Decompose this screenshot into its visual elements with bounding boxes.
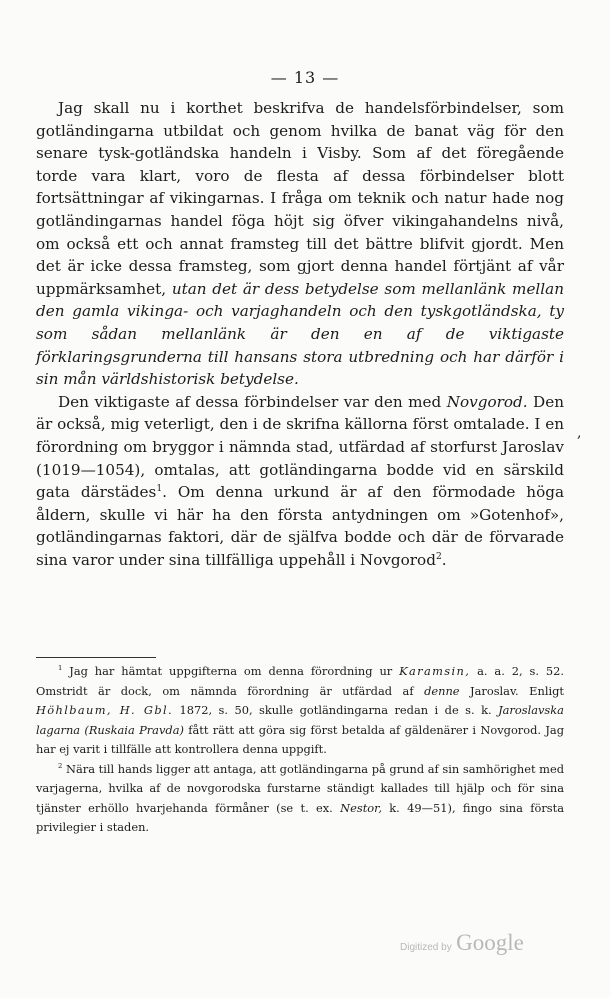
paragraph-2-end: . [441,550,447,569]
margin-mark: , [577,425,582,441]
google-logo: Google [456,930,524,955]
paragraph-1-text: Jag skall nu i korthet beskrifva de handelsförbindelser, som gotländingarna utbildat och genom hvilka de banat väg för den senare tysk-gotländska handeln i Visby. Som af det föregående torde vara klart, voro de flesta af dessa förbindelser blott fortsättningar af vikingarnas. I fråga om teknik och natur hade nog gotländingarnas handel föga höjt sig öfver vikingahandelns nivå, om också ett och annat framsteg till det bättre blifvit gjordt. Men det är icke dessa framsteg, som gjort denna handel förtjänt af vår uppmärksamhet, [36,99,564,298]
main-text [36,97,564,571]
page-number: — 13 — [270,68,340,87]
novgorod-emphasis: Novgorod. [446,392,528,411]
paragraph-1 [36,97,564,391]
footnote-1 [36,662,564,760]
footnote-2-number: 2 [58,761,63,770]
digitized-watermark [400,930,524,956]
footnote-1-text-e: Jaroslav. Enligt [459,683,564,698]
author-hohlbaum: Höhlbaum, H. Gbl. [36,703,173,717]
paragraph-1-emphasis: utan det är dess betydelse som mellanlänk mellan den gamla vikinga- och varjaghandeln och den tyskgotländska, ty som sådan mellanlänk är den en af de viktigaste förklaringsgrunderna till hansans stora utbredning och har därför i sin mån världshistorisk betydelse. [36,279,564,389]
paragraph-2-text-a: Den viktigaste af dessa förbindelser var den med [58,392,447,411]
paragraph-2-text-e: . Om denna urkund är af den förmodade höga åldern, skulle vi här ha den första antydningen om »Gotenhof», gotländingarnas faktori, där de själfva bodde och där de förvarade sina varor under sina tillfälliga uppehåll i Novgorod [36,483,564,569]
footnotes [36,662,564,838]
author-karamsin: Karamsin, [399,664,471,678]
watermark-prefix: Digitized by [400,942,452,953]
paragraph-2-text-c: Den är också, mig veterligt, den i de skrifna källorna först omtalade. I en förordning om bryggor i nämnda stad, utfärdad af storfurst Jaroslav (1019—1054), omtalas, att gotländingarna bodde vid en särskild gata därstädes [36,392,564,502]
footnote-2-text-c: k. 49—51), fingo sina första privilegier i staden. [36,800,564,834]
nestor-reference: Nestor, [340,800,382,815]
footnote-2 [36,760,564,838]
footnote-1-text-c: a. a. 2, s. 52. Omstridt är dock, om nämnda förordning är utfärdad af [36,664,564,698]
footnote-ref-1: 1 [156,484,163,495]
footnote-1-text-g: 1872, s. 50, skulle gotländingarna redan i de s. k. [173,703,499,717]
footnote-divider [36,657,156,658]
paragraph-2 [36,391,564,572]
footnote-ref-2: 2 [435,551,442,562]
footnote-2-text-a: Nära till hands ligger att antaga, att gotländingarna på grund af sin samhörighet med varjagerna, hvilka af de novgorodska furstarne ständigt kallades till hjälp och för sina tjänster erhöllo hvarjehanda förmåner (se t. ex. [36,761,564,815]
denne-emphasis: denne [424,683,460,698]
jaroslavska-lagarna: Jaroslavska lagarna (Ruskaia Pravda) [36,703,564,737]
footnote-1-text-a: Jag har hämtat uppgifterna om denna förordning ur [62,664,400,678]
footnote-1-text-i: fått rätt att göra sig först betalda af gäldenärer i Novgorod. Jag har ej varit i tillfälle att kontrollera denna uppgift. [36,722,564,756]
footnote-1-number: 1 [58,664,63,673]
